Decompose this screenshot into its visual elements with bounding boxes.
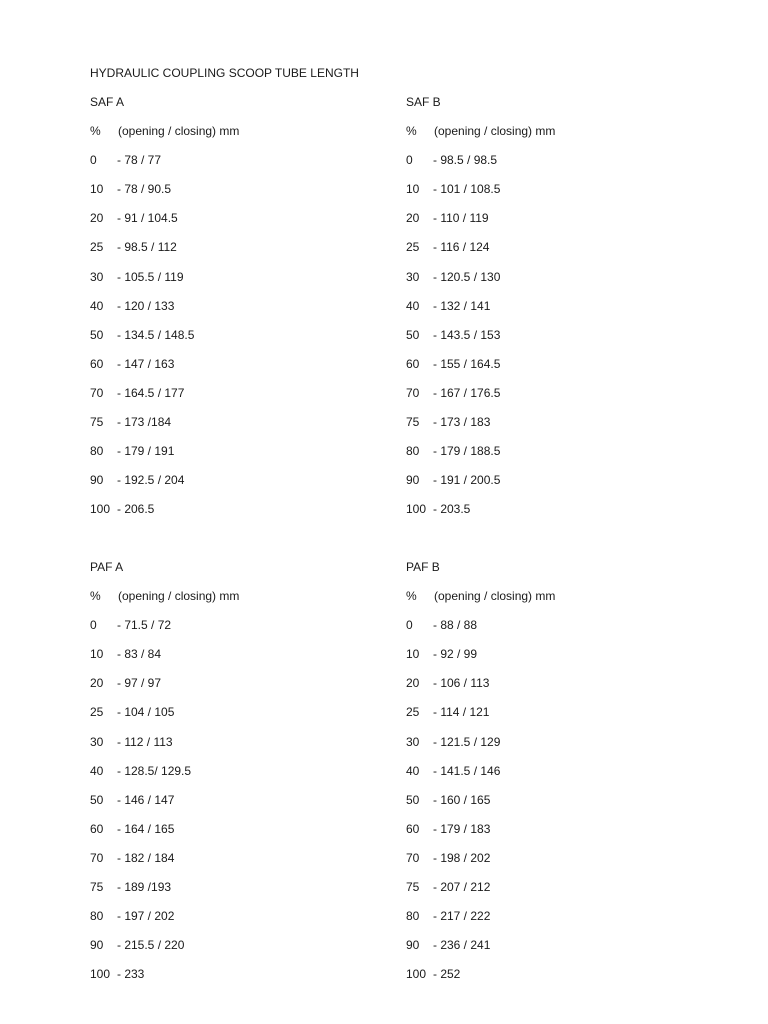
table-row [406,181,706,210]
section-name: SAF B [406,95,441,109]
table-row [406,414,706,443]
table-row [90,239,390,268]
percent-cell: 30 [90,734,104,749]
value-cell: - 106 / 113 [433,676,490,691]
table-row [90,327,390,356]
value-cell: - 192.5 / 204 [117,473,185,488]
value-cell: - 197 / 202 [117,909,175,924]
percent-cell: 70 [406,850,420,865]
table-row [90,850,390,879]
section-name: PAF A [90,560,124,574]
page-title: HYDRAULIC COUPLING SCOOP TUBE LENGTH [90,66,359,80]
value-cell: - 182 / 184 [117,850,175,865]
value-cell: - 101 / 108.5 [433,182,501,197]
value-cell: - 252 [433,967,461,982]
value-cell: - 207 / 212 [433,880,491,895]
table-row [90,792,390,821]
table-row [406,937,706,966]
table-row [90,937,390,966]
percent-cell: 10 [90,182,104,197]
percent-cell: 50 [406,327,420,342]
table-row [90,152,390,181]
table-row [90,385,390,414]
value-cell: - 189 /193 [117,880,172,895]
table-row [406,269,706,298]
table-row [90,675,390,704]
value-cell: - 121.5 / 129 [433,734,501,749]
percent-cell: 40 [90,298,104,313]
value-cell: - 88 / 88 [433,618,478,633]
percent-cell: 30 [406,269,420,284]
percent-cell: 70 [90,850,104,865]
value-cell: - 155 / 164.5 [433,356,501,371]
table-row [406,763,706,792]
value-cell: - 134.5 / 148.5 [117,327,195,342]
percent-cell: 50 [90,792,104,807]
table-row [90,210,390,239]
value-cell: - 104 / 105 [117,705,175,720]
table-row [406,356,706,385]
percent-cell: 75 [90,880,104,895]
percent-cell: 50 [90,327,104,342]
value-cell: - 179 / 183 [433,821,491,836]
value-cell: - 203.5 [433,502,471,517]
table-row [406,879,706,908]
value-cell: - 164 / 165 [117,821,175,836]
percent-cell: 50 [406,792,420,807]
percent-cell: 80 [406,444,420,459]
percent-cell: 60 [406,356,420,371]
percent-cell: 40 [406,298,420,313]
value-cell: - 128.5/ 129.5 [117,763,192,778]
table-row [406,472,706,501]
value-header: (opening / closing) mm [118,124,240,139]
percent-cell: 30 [90,269,104,284]
section-saf-b [406,94,706,530]
value-cell: - 141.5 / 146 [433,763,501,778]
percent-cell: 0 [406,153,413,168]
table-row [90,356,390,385]
percent-cell: 100 [406,502,427,517]
value-cell: - 97 / 97 [117,676,162,691]
percent-cell: 60 [406,821,420,836]
percent-cell: 0 [90,618,97,633]
table-row [406,704,706,733]
value-cell: - 173 / 183 [433,415,491,430]
table-row [406,443,706,472]
section-saf-a [90,94,390,530]
value-cell: - 179 / 191 [117,444,175,459]
table-row [90,821,390,850]
value-cell: - 132 / 141 [433,298,491,313]
table-row [90,908,390,937]
table-row [90,501,390,530]
value-cell: - 236 / 241 [433,938,491,953]
value-cell: - 98.5 / 98.5 [433,153,498,168]
table-row [406,792,706,821]
value-cell: - 105.5 / 119 [117,269,184,284]
table-row [90,879,390,908]
value-cell: - 146 / 147 [117,792,175,807]
percent-cell: 75 [406,880,420,895]
percent-cell: 20 [90,676,104,691]
percent-cell: 20 [406,676,420,691]
column-header [406,588,706,617]
percent-cell: 10 [90,647,104,662]
table-row [90,734,390,763]
value-cell: - 167 / 176.5 [433,385,501,400]
percent-cell: 90 [406,473,420,488]
table-row [406,210,706,239]
percent-cell: 25 [90,240,104,255]
value-cell: - 120.5 / 130 [433,269,501,284]
table-row [406,501,706,530]
percent-header: % [90,124,101,139]
percent-cell: 0 [406,618,413,633]
table-row [90,443,390,472]
value-cell: - 179 / 188.5 [433,444,501,459]
percent-cell: 75 [90,415,104,430]
percent-cell: 25 [406,705,420,720]
value-cell: - 98.5 / 112 [117,240,177,255]
section-paf-b [406,559,706,995]
value-cell: - 215.5 / 220 [117,938,185,953]
percent-cell: 75 [406,415,420,430]
table-row [406,850,706,879]
percent-cell: 100 [90,967,111,982]
table-row [406,152,706,181]
table-row [90,966,390,995]
percent-cell: 60 [90,821,104,836]
value-header: (opening / closing) mm [434,124,556,139]
percent-cell: 25 [406,240,420,255]
value-cell: - 78 / 90.5 [117,182,172,197]
table-row [406,385,706,414]
value-cell: - 173 /184 [117,415,172,430]
value-cell: - 78 / 77 [117,153,162,168]
percent-cell: 40 [90,763,104,778]
table-row [406,239,706,268]
percent-cell: 80 [90,909,104,924]
section-paf-a [90,559,390,995]
percent-cell: 10 [406,182,420,197]
value-header: (opening / closing) mm [118,589,240,604]
column-header [90,588,390,617]
section-name: SAF A [90,95,125,109]
table-row [406,646,706,675]
value-cell: - 160 / 165 [433,792,491,807]
percent-cell: 90 [406,938,420,953]
table-row [90,617,390,646]
percent-cell: 100 [90,502,111,517]
percent-header: % [90,589,101,604]
table-row [406,298,706,327]
percent-cell: 70 [406,385,420,400]
value-cell: - 83 / 84 [117,647,162,662]
percent-cell: 30 [406,734,420,749]
table-row [406,966,706,995]
value-header: (opening / closing) mm [434,589,556,604]
value-cell: - 206.5 [117,502,155,517]
percent-cell: 80 [90,444,104,459]
table-row [90,704,390,733]
percent-cell: 90 [90,473,104,488]
percent-cell: 0 [90,153,97,168]
table-row [90,298,390,327]
table-row [90,269,390,298]
percent-header: % [406,589,417,604]
table-row [90,763,390,792]
table-row [406,821,706,850]
value-cell: - 120 / 133 [117,298,175,313]
value-cell: - 143.5 / 153 [433,327,501,342]
percent-cell: 80 [406,909,420,924]
value-cell: - 164.5 / 177 [117,385,185,400]
value-cell: - 112 / 113 [117,734,173,749]
column-header [406,123,706,152]
table-row [90,414,390,443]
table-row [90,472,390,501]
value-cell: - 116 / 124 [433,240,490,255]
value-cell: - 114 / 121 [433,705,490,720]
percent-cell: 90 [90,938,104,953]
column-header [90,123,390,152]
percent-cell: 10 [406,647,420,662]
table-row [406,908,706,937]
value-cell: - 92 / 99 [433,647,478,662]
value-cell: - 233 [117,967,145,982]
percent-header: % [406,124,417,139]
table-row [90,646,390,675]
percent-cell: 60 [90,356,104,371]
table-row [406,327,706,356]
percent-cell: 70 [90,385,104,400]
table-row [406,675,706,704]
value-cell: - 110 / 119 [433,211,489,226]
value-cell: - 198 / 202 [433,850,491,865]
value-cell: - 71.5 / 72 [117,618,172,633]
section-name: PAF B [406,560,440,574]
percent-cell: 20 [406,211,420,226]
percent-cell: 40 [406,763,420,778]
percent-cell: 20 [90,211,104,226]
table-row [406,617,706,646]
value-cell: - 217 / 222 [433,909,491,924]
table-row [406,734,706,763]
value-cell: - 147 / 163 [117,356,175,371]
percent-cell: 100 [406,967,427,982]
value-cell: - 191 / 200.5 [433,473,501,488]
value-cell: - 91 / 104.5 [117,211,178,226]
percent-cell: 25 [90,705,104,720]
table-row [90,181,390,210]
